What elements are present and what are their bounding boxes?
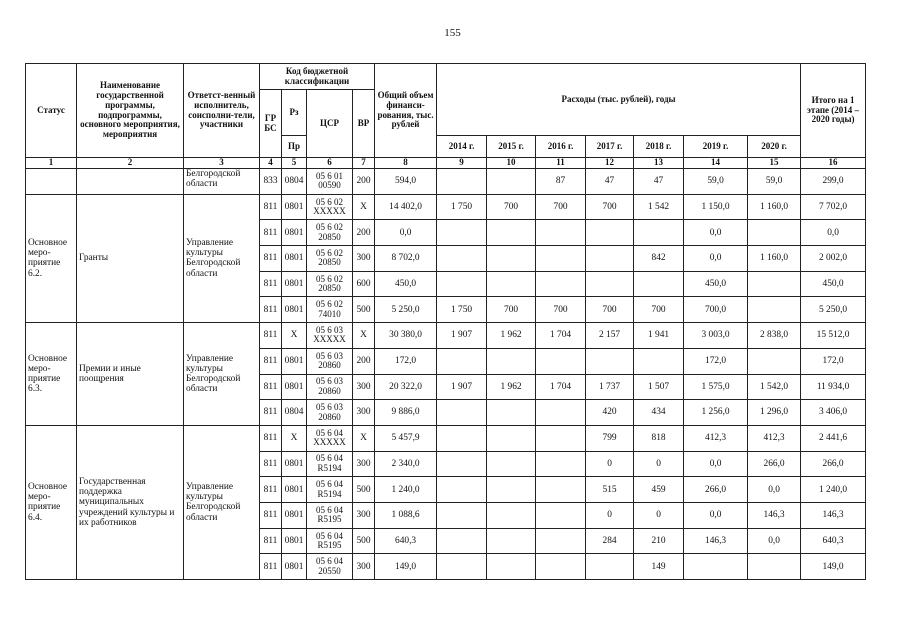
vr-cell: 300: [353, 400, 375, 426]
executor-cell: Управление культуры Белгородской области: [184, 194, 260, 322]
year-value-cell: [536, 451, 586, 477]
csr-code-top: 05 6 03: [316, 350, 343, 361]
year-value-cell: [536, 400, 586, 426]
vr-cell: X: [353, 323, 375, 349]
year-value-cell: 1 160,0: [748, 246, 801, 272]
year-value-cell: [437, 502, 487, 528]
year-value-cell: [487, 425, 536, 451]
csr-cell: [307, 323, 353, 349]
csr-cell: [307, 425, 353, 451]
page-number: 155: [444, 27, 461, 39]
year-value-cell: [536, 348, 586, 374]
year-value-cell: [487, 348, 536, 374]
total-cell: 30 380,0: [375, 323, 437, 349]
csr-code-bottom: 20860: [318, 385, 341, 396]
header-year: 2017 г.: [586, 136, 634, 158]
total-cell: 172,0: [375, 348, 437, 374]
year-value-cell: [536, 220, 586, 246]
year-value-cell: 700,0: [684, 297, 748, 323]
grbs-cell: 811: [260, 323, 282, 349]
year-value-cell: [586, 246, 634, 272]
table-row: [26, 169, 866, 195]
year-value-cell: 700: [586, 194, 634, 220]
vr-cell: 300: [353, 554, 375, 580]
grbs-cell: 811: [260, 194, 282, 220]
year-value-cell: 0: [634, 451, 684, 477]
year-value-cell: [487, 554, 536, 580]
year-value-cell: [437, 451, 487, 477]
year-value-cell: 210: [634, 528, 684, 554]
grbs-cell: 811: [260, 451, 282, 477]
column-number: 6: [307, 158, 353, 169]
column-number: 4: [260, 158, 282, 169]
rzpr-cell: 0801: [282, 451, 307, 477]
csr-cell: [307, 554, 353, 580]
table-row: [26, 323, 866, 349]
total-cell: 14 402,0: [375, 194, 437, 220]
year-value-cell: [634, 348, 684, 374]
year-value-cell: 1 941: [634, 323, 684, 349]
column-number: 10: [487, 158, 536, 169]
vr-cell: 300: [353, 246, 375, 272]
year-value-cell: 420: [586, 400, 634, 426]
csr-code-top: 05 6 02: [316, 273, 343, 284]
csr-code-top: 05 6 02: [316, 247, 343, 258]
year-value-cell: 1 962: [487, 374, 536, 400]
total-cell: 149,0: [375, 554, 437, 580]
year-value-cell: 412,3: [748, 425, 801, 451]
vr-cell: 300: [353, 502, 375, 528]
csr-code-bottom: XXXXX: [313, 334, 346, 345]
total-cell: 5 457,9: [375, 425, 437, 451]
csr-cell: [307, 271, 353, 297]
header-executor: Ответст-венный исполнитель, соисполни-тели, участники: [184, 64, 260, 158]
vr-cell: X: [353, 194, 375, 220]
year-value-cell: 0,0: [684, 220, 748, 246]
grbs-cell: 811: [260, 246, 282, 272]
year-value-cell: 3 003,0: [684, 323, 748, 349]
rzpr-cell: 0801: [282, 271, 307, 297]
year-value-cell: [437, 477, 487, 503]
vr-cell: 200: [353, 169, 375, 195]
csr-code-top: 05 6 02: [316, 299, 343, 310]
csr-code-bottom: 20860: [318, 360, 341, 371]
executor-cell: Управление культуры Белгородской области: [184, 323, 260, 426]
name-cell: [77, 169, 184, 195]
csr-code-top: 05 6 04: [316, 530, 343, 541]
year-value-cell: [684, 554, 748, 580]
year-value-cell: 0,0: [684, 502, 748, 528]
csr-code-top: 05 6 02: [316, 196, 343, 207]
year-value-cell: 1 737: [586, 374, 634, 400]
year-value-cell: 1 750: [437, 194, 487, 220]
year-value-cell: 700: [487, 194, 536, 220]
status-cell: Основное меро-приятие 6.2.: [26, 194, 77, 322]
header-year: 2018 г.: [634, 136, 684, 158]
year-value-cell: [748, 297, 801, 323]
year-value-cell: 149: [634, 554, 684, 580]
total-cell: 0,0: [375, 220, 437, 246]
status-cell: Основное меро-приятие 6.3.: [26, 323, 77, 426]
stage-total-cell: 450,0: [801, 271, 866, 297]
header-status: Статус: [26, 64, 77, 158]
column-number: 14: [684, 158, 748, 169]
column-number: 13: [634, 158, 684, 169]
year-value-cell: [437, 528, 487, 554]
grbs-cell: 811: [260, 477, 282, 503]
year-value-cell: [536, 528, 586, 554]
grbs-cell: 811: [260, 528, 282, 554]
csr-code-bottom: R5194: [317, 462, 342, 473]
total-cell: 20 322,0: [375, 374, 437, 400]
year-value-cell: [487, 451, 536, 477]
csr-code-bottom: 20850: [318, 257, 341, 268]
csr-code-top: 05 6 04: [316, 479, 343, 490]
year-value-cell: 0: [586, 502, 634, 528]
year-value-cell: 172,0: [684, 348, 748, 374]
csr-cell: [307, 348, 353, 374]
column-number: 12: [586, 158, 634, 169]
stage-total-cell: 15 512,0: [801, 323, 866, 349]
csr-code-top: 05 6 04: [316, 453, 343, 464]
stage-total-cell: 7 702,0: [801, 194, 866, 220]
year-value-cell: 47: [634, 169, 684, 195]
year-value-cell: [437, 169, 487, 195]
stage-total-cell: 11 934,0: [801, 374, 866, 400]
year-value-cell: 818: [634, 425, 684, 451]
total-cell: 594,0: [375, 169, 437, 195]
column-number: 7: [353, 158, 375, 169]
csr-cell: [307, 194, 353, 220]
csr-code-top: 05 6 03: [316, 402, 343, 413]
grbs-cell: 811: [260, 271, 282, 297]
header-budget-code: Код бюджетной классификации: [260, 64, 375, 90]
vr-cell: 200: [353, 220, 375, 246]
year-value-cell: [437, 425, 487, 451]
csr-code-bottom: 74010: [318, 308, 341, 319]
year-value-cell: 1 575,0: [684, 374, 748, 400]
grbs-cell: 811: [260, 374, 282, 400]
header-year: 2015 г.: [487, 136, 536, 158]
year-value-cell: [586, 220, 634, 246]
year-value-cell: 700: [487, 297, 536, 323]
csr-cell: [307, 374, 353, 400]
column-number: 9: [437, 158, 487, 169]
csr-code-bottom: 00590: [318, 180, 341, 191]
header-grbs: ГР БС: [260, 90, 282, 158]
year-value-cell: [536, 246, 586, 272]
year-value-cell: 0,0: [748, 477, 801, 503]
rzpr-cell: 0801: [282, 477, 307, 503]
name-cell: Премии и иные поощрения: [77, 323, 184, 426]
rzpr-cell: 0801: [282, 194, 307, 220]
column-number: 2: [77, 158, 184, 169]
year-value-cell: [437, 400, 487, 426]
year-value-cell: [536, 425, 586, 451]
year-value-cell: 1 962: [487, 323, 536, 349]
year-value-cell: [748, 348, 801, 374]
csr-code-top: 05 6 01: [316, 170, 343, 181]
stage-total-cell: 172,0: [801, 348, 866, 374]
year-value-cell: 1 704: [536, 323, 586, 349]
year-value-cell: 1 542,0: [748, 374, 801, 400]
vr-cell: 300: [353, 374, 375, 400]
vr-cell: 500: [353, 297, 375, 323]
csr-cell: [307, 220, 353, 246]
year-value-cell: 284: [586, 528, 634, 554]
csr-cell: [307, 528, 353, 554]
total-cell: 1 088,6: [375, 502, 437, 528]
year-value-cell: [487, 246, 536, 272]
stage-total-cell: 0,0: [801, 220, 866, 246]
year-value-cell: 515: [586, 477, 634, 503]
rzpr-cell: 0801: [282, 554, 307, 580]
year-value-cell: [748, 271, 801, 297]
vr-cell: X: [353, 425, 375, 451]
year-value-cell: 1 750: [437, 297, 487, 323]
rzpr-cell: X: [282, 323, 307, 349]
rzpr-cell: 0804: [282, 169, 307, 195]
header-expenses: Расходы (тыс. рублей), годы: [437, 64, 801, 136]
total-cell: 1 240,0: [375, 477, 437, 503]
year-value-cell: [634, 271, 684, 297]
csr-code-top: 05 6 03: [316, 376, 343, 387]
header-year: 2019 г.: [684, 136, 748, 158]
column-number: 3: [184, 158, 260, 169]
total-cell: 2 340,0: [375, 451, 437, 477]
year-value-cell: 1 296,0: [748, 400, 801, 426]
year-value-cell: 0: [586, 451, 634, 477]
rzpr-cell: 0801: [282, 348, 307, 374]
year-value-cell: 459: [634, 477, 684, 503]
grbs-cell: 811: [260, 297, 282, 323]
csr-cell: [307, 169, 353, 195]
year-value-cell: [536, 271, 586, 297]
year-value-cell: [437, 554, 487, 580]
rzpr-cell: X: [282, 425, 307, 451]
rzpr-cell: 0801: [282, 220, 307, 246]
year-value-cell: 1 907: [437, 374, 487, 400]
year-value-cell: 59,0: [748, 169, 801, 195]
year-value-cell: [586, 554, 634, 580]
csr-code-bottom: 20850: [318, 231, 341, 242]
stage-total-cell: 3 406,0: [801, 400, 866, 426]
csr-code-top: 05 6 04: [316, 504, 343, 515]
column-number: 16: [801, 158, 866, 169]
year-value-cell: 0: [634, 502, 684, 528]
year-value-cell: 1 907: [437, 323, 487, 349]
year-value-cell: 1 507: [634, 374, 684, 400]
year-value-cell: 59,0: [684, 169, 748, 195]
header-vr: ВР: [353, 90, 375, 158]
total-cell: 640,3: [375, 528, 437, 554]
year-value-cell: 0,0: [748, 528, 801, 554]
executor-cell: Управление культуры Белгородской области: [184, 425, 260, 579]
stage-total-cell: 146,3: [801, 502, 866, 528]
year-value-cell: 266,0: [684, 477, 748, 503]
csr-code-bottom: XXXXX: [313, 437, 346, 448]
header-year: 2020 г.: [748, 136, 801, 158]
column-number: 5: [282, 158, 307, 169]
column-number: 8: [375, 158, 437, 169]
year-value-cell: 47: [586, 169, 634, 195]
year-value-cell: [487, 271, 536, 297]
year-value-cell: 266,0: [748, 451, 801, 477]
grbs-cell: 811: [260, 554, 282, 580]
total-cell: 8 702,0: [375, 246, 437, 272]
header-csr: ЦСР: [307, 90, 353, 158]
year-value-cell: 1 160,0: [748, 194, 801, 220]
year-value-cell: 1 150,0: [684, 194, 748, 220]
year-value-cell: 799: [586, 425, 634, 451]
table-row: [26, 194, 866, 220]
year-value-cell: 0,0: [684, 246, 748, 272]
year-value-cell: 0,0: [684, 451, 748, 477]
name-cell: Государственная поддержка муниципальных учреждений культуры и их работников: [77, 425, 184, 579]
year-value-cell: [437, 220, 487, 246]
column-number: 15: [748, 158, 801, 169]
vr-cell: 300: [353, 451, 375, 477]
year-value-cell: [437, 348, 487, 374]
stage-total-cell: 5 250,0: [801, 297, 866, 323]
csr-code-top: 05 6 04: [316, 427, 343, 438]
vr-cell: 500: [353, 477, 375, 503]
csr-code-bottom: 20860: [318, 411, 341, 422]
csr-cell: [307, 477, 353, 503]
year-value-cell: 842: [634, 246, 684, 272]
stage-total-cell: 640,3: [801, 528, 866, 554]
total-cell: 9 886,0: [375, 400, 437, 426]
year-value-cell: 2 157: [586, 323, 634, 349]
year-value-cell: [487, 528, 536, 554]
year-value-cell: 146,3: [684, 528, 748, 554]
year-value-cell: 87: [536, 169, 586, 195]
year-value-cell: [487, 220, 536, 246]
header-rz: Рз: [282, 90, 307, 136]
year-value-cell: 700: [586, 297, 634, 323]
csr-code-top: 05 6 04: [316, 556, 343, 567]
stage-total-cell: 266,0: [801, 451, 866, 477]
name-cell: Гранты: [77, 194, 184, 322]
year-value-cell: [487, 169, 536, 195]
year-value-cell: [536, 554, 586, 580]
rzpr-cell: 0801: [282, 502, 307, 528]
header-total-volume: Общий объем финанси-рования, тыс. рублей: [375, 64, 437, 158]
table-body: [26, 169, 866, 580]
header-year: 2016 г.: [536, 136, 586, 158]
column-number: 1: [26, 158, 77, 169]
year-value-cell: [437, 246, 487, 272]
stage-total-cell: 2 441,6: [801, 425, 866, 451]
executor-cell: Белгородской области: [184, 169, 260, 195]
status-cell: Основное меро-приятие 6.4.: [26, 425, 77, 579]
year-value-cell: [536, 502, 586, 528]
year-value-cell: 434: [634, 400, 684, 426]
total-cell: 5 250,0: [375, 297, 437, 323]
stage-total-cell: 149,0: [801, 554, 866, 580]
csr-code-bottom: 20550: [318, 565, 341, 576]
header-year: 2014 г.: [437, 136, 487, 158]
year-value-cell: [487, 400, 536, 426]
year-value-cell: [586, 271, 634, 297]
stage-total-cell: 299,0: [801, 169, 866, 195]
year-value-cell: 1 542: [634, 194, 684, 220]
rzpr-cell: 0804: [282, 400, 307, 426]
year-value-cell: 1 704: [536, 374, 586, 400]
grbs-cell: 811: [260, 502, 282, 528]
year-value-cell: 700: [634, 297, 684, 323]
csr-cell: [307, 451, 353, 477]
year-value-cell: [634, 220, 684, 246]
stage-total-cell: 1 240,0: [801, 477, 866, 503]
status-cell: [26, 169, 77, 195]
grbs-cell: 811: [260, 400, 282, 426]
year-value-cell: 412,3: [684, 425, 748, 451]
total-cell: 450,0: [375, 271, 437, 297]
year-value-cell: [748, 220, 801, 246]
year-value-cell: 450,0: [684, 271, 748, 297]
csr-cell: [307, 502, 353, 528]
csr-code-bottom: R5194: [317, 488, 342, 499]
year-value-cell: [437, 271, 487, 297]
column-number: 11: [536, 158, 586, 169]
csr-code-top: 05 6 03: [316, 325, 343, 336]
vr-cell: 600: [353, 271, 375, 297]
rzpr-cell: 0801: [282, 374, 307, 400]
grbs-cell: 811: [260, 348, 282, 374]
column-numbers-row: [26, 158, 866, 169]
grbs-cell: 811: [260, 220, 282, 246]
rzpr-cell: 0801: [282, 297, 307, 323]
year-value-cell: [487, 502, 536, 528]
csr-cell: [307, 246, 353, 272]
year-value-cell: 146,3: [748, 502, 801, 528]
rzpr-cell: 0801: [282, 246, 307, 272]
year-value-cell: 1 256,0: [684, 400, 748, 426]
year-value-cell: [748, 554, 801, 580]
vr-cell: 500: [353, 528, 375, 554]
rzpr-cell: 0801: [282, 528, 307, 554]
csr-code-top: 05 6 02: [316, 222, 343, 233]
header-pr: Пр: [282, 136, 307, 158]
year-value-cell: 2 838,0: [748, 323, 801, 349]
table-row: [26, 425, 866, 451]
year-value-cell: [487, 477, 536, 503]
year-value-cell: 700: [536, 194, 586, 220]
year-value-cell: [536, 477, 586, 503]
grbs-cell: 811: [260, 425, 282, 451]
csr-code-bottom: R5195: [317, 514, 342, 525]
vr-cell: 200: [353, 348, 375, 374]
year-value-cell: [586, 348, 634, 374]
stage-total-cell: 2 002,0: [801, 246, 866, 272]
header-name: Наименование государственной программы, подпрограммы, основного мероприятия, мероприятия: [77, 64, 184, 158]
csr-code-bottom: XXXXX: [313, 206, 346, 217]
budget-table: [25, 63, 866, 580]
csr-code-bottom: 20850: [318, 283, 341, 294]
header-stage-total: Итого на 1 этапе (2014 – 2020 годы): [801, 64, 866, 158]
csr-cell: [307, 297, 353, 323]
csr-cell: [307, 400, 353, 426]
grbs-cell: 833: [260, 169, 282, 195]
csr-code-bottom: R5195: [317, 539, 342, 550]
year-value-cell: 700: [536, 297, 586, 323]
